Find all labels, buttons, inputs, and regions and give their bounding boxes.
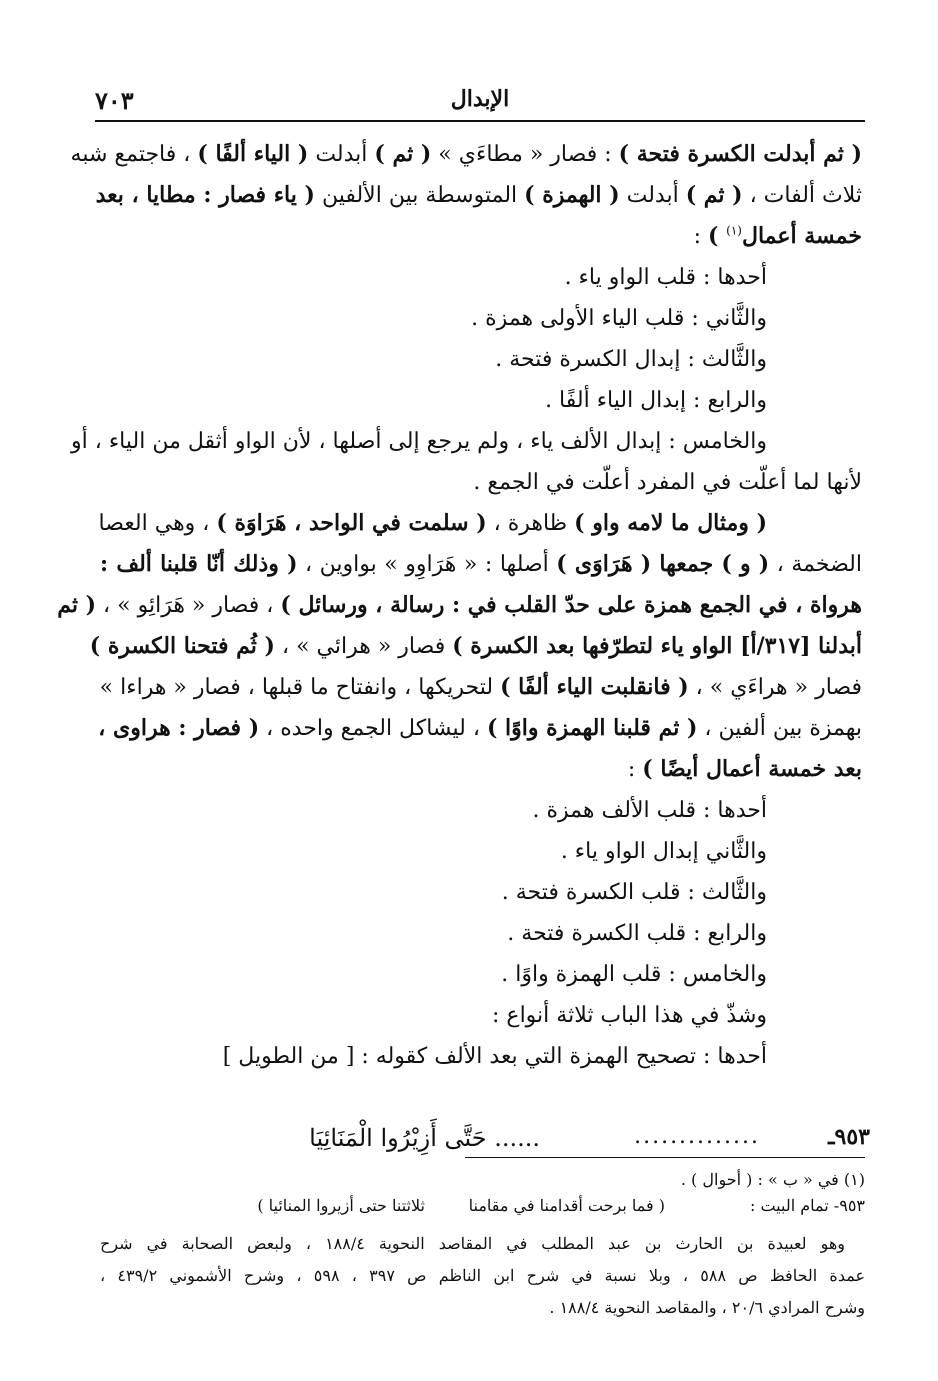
text-line: خمسة أعمال$^{(١)}$ ) :	[693, 223, 862, 249]
footnote-poem	[100, 1196, 865, 1228]
text-line: أحدها : تصحيح الهمزة التي بعد الألف كقوله : [ من الطويل ]	[222, 1044, 767, 1069]
verse-dots: ..............	[634, 1124, 760, 1149]
text-line: هرواة ، في الجمع همزة على حدّ القلب في : رسالة ، ورسائل ) ، فصار « هَرَائِو » ، ( ثم	[57, 592, 862, 618]
text-line: أبدلنا [٣١٧/أ] الواو ياء لتطرّفها بعد الكسرة ) فصار « هرائي » ، ( ثُم فتحنا الكسرة )	[89, 633, 862, 659]
footnote-line: وهو لعبيدة بن الحارث بن عبد المطلب في المقاصد النحوية ١٨٨/٤ ، ولبعض الصحابة في شرح	[100, 1234, 846, 1253]
footnote-line: عمدة الحافظ ص ٥٨٨ ، وبلا نسبة في شرح ابن الناظم ص ٣٩٧ ، ٥٩٨ ، وشرح الأشموني ٤٣٩/٢ ،	[100, 1266, 866, 1285]
footnote-poem-first-hemistich: ( فما برحت أقدامنا في مقامنا	[468, 1196, 665, 1215]
verse-number: ٩٥٣ـ	[828, 1124, 870, 1150]
footnote-1: (١) في « ب » : ( أحوال ) .	[680, 1170, 865, 1189]
text-line: والثَّالث : قلب الكسرة فتحة .	[501, 880, 767, 905]
text-line: بعد خمسة أعمال أيضًا ) :	[627, 756, 862, 782]
text-line: ( ثم أبدلت الكسرة فتحة ) : فصار « مطاءَي » ( ثم ) أبدلت ( الياء ألفًا ) ، فاجتمع شبه	[70, 141, 862, 167]
text-line: وشذّ في هذا الباب ثلاثة أنواع :	[492, 1003, 767, 1028]
page-number: ٧٠٣	[95, 86, 134, 115]
verse-quote	[170, 1118, 870, 1158]
text-line: والثَّاني إبدال الواو ياء .	[560, 839, 767, 864]
footnote-poem-second-hemistich: ثلاثتنا حتى أزيروا المنائيا )	[257, 1196, 425, 1215]
text-line: ثلاث ألفات ، ( ثم ) أبدلت ( الهمزة ) المتوسطة بين الألفين ( ياء فصار : مطايا ، بعد	[95, 182, 862, 208]
footnote-divider	[465, 1157, 865, 1158]
text-line: الضخمة ، ( و ) جمعها ( هَرَاوَى ) أصلها : « هَرَاوِو » بواوين ، ( وذلك أنّا قلبنا ألف :	[100, 551, 862, 577]
text-line: والثَّالث : إبدال الكسرة فتحة .	[495, 347, 767, 372]
text-line: والثَّاني : قلب الياء الأولى همزة .	[471, 306, 767, 331]
verse-text: ...... حَتَّى أَزِيْرُوا الْمَنَائِيَا	[309, 1124, 540, 1152]
body-text	[57, 134, 862, 1077]
text-line: والخامس : إبدال الألف ياء ، ولم يرجع إلى أصلها ، لأن الواو أثقل من الياء ، أو	[71, 429, 767, 454]
footnotes	[100, 1164, 865, 1324]
page-header	[95, 86, 865, 122]
running-title: الإبدال	[450, 86, 510, 112]
text-line: أحدها : قلب الألف همزة .	[532, 798, 767, 823]
footnote-sources	[100, 1228, 865, 1324]
footnote-line: وشرح المرادي ٢٠/٦ ، والمقاصد النحوية ١٨٨/٤ .	[549, 1298, 865, 1317]
text-line: ( ومثال ما لامه واو ) ظاهرة ، ( سلمت في الواحد ، هَرَاوَة ) ، وهي العصا	[98, 510, 767, 536]
text-line: لأنها لما أعلّت في المفرد أعلّت في الجمع .	[473, 470, 862, 495]
text-line: والرابع : قلب الكسرة فتحة .	[507, 921, 767, 946]
text-line: أحدها : قلب الواو ياء .	[564, 265, 767, 290]
text-line: والخامس : قلب الهمزة واوًا .	[501, 962, 767, 987]
text-line: بهمزة بين ألفين ، ( ثم قلبنا الهمزة واوًا ) ، ليشاكل الجمع واحده ، ( فصار : هراوى ،	[98, 715, 862, 741]
text-line: والرابع : إبدال الياء ألفًا .	[545, 388, 767, 413]
footnote-poem-label: ٩٥٣- تمام البيت :	[749, 1196, 865, 1215]
text-line: فصار « هراءَي » ، ( فانقلبت الياء ألفًا ) لتحريكها ، وانفتاح ما قبلها ، فصار « هراءا »	[99, 674, 862, 700]
